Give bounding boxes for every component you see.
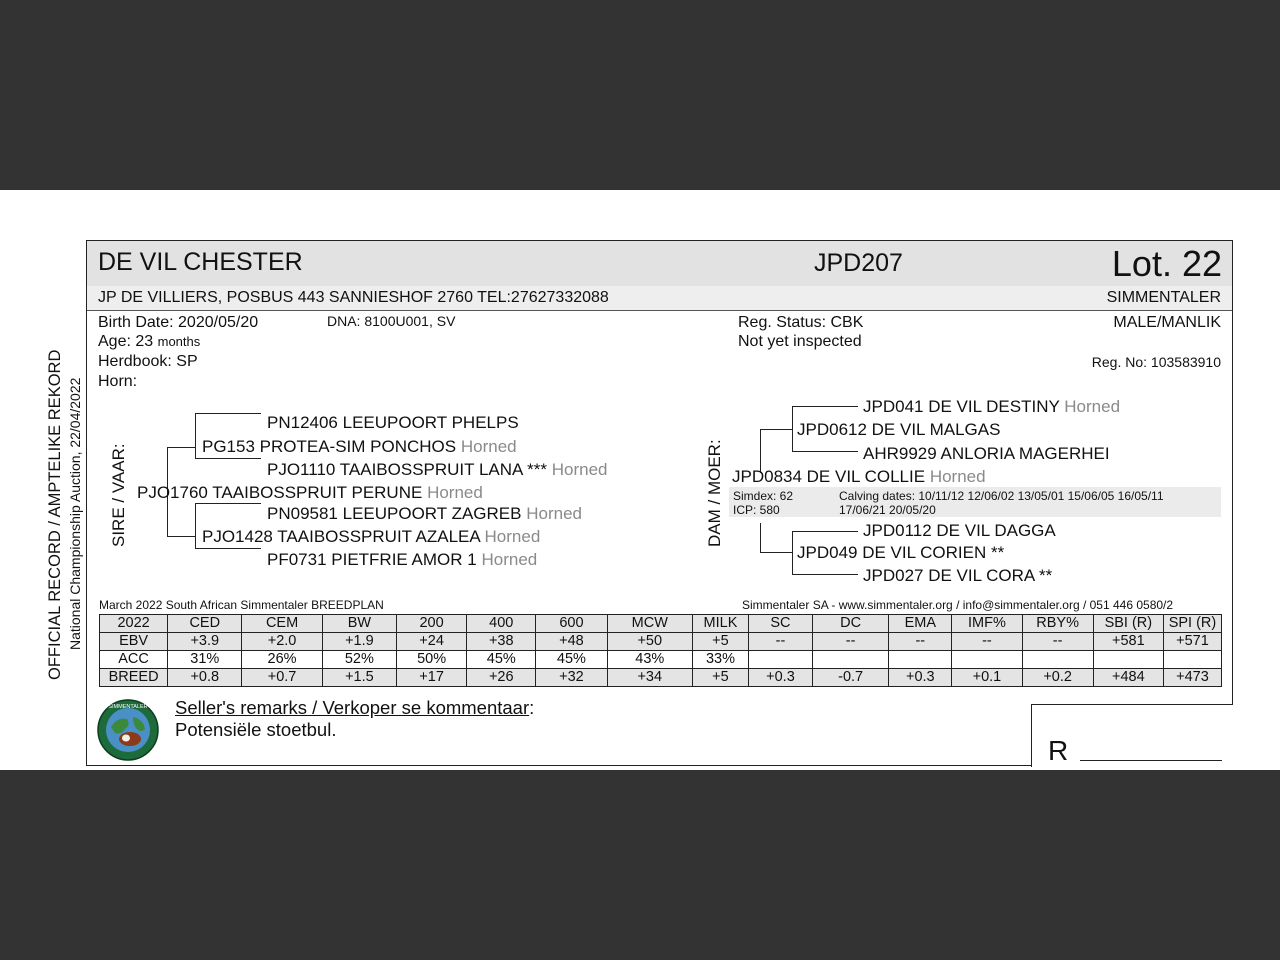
pedigree-name: JPD049 DE VIL CORIEN **	[797, 543, 1005, 562]
ebv-cell: --	[813, 633, 889, 651]
animal-name: DE VIL CHESTER	[98, 248, 303, 276]
pedigree-name: JPD0612 DE VIL MALGAS	[797, 420, 1001, 439]
dam-line	[792, 406, 858, 407]
ebv-cell: 43%	[607, 651, 692, 669]
horned-tag: Horned	[460, 437, 517, 456]
sire-line	[195, 458, 261, 459]
breedplan-contact: Simmentaler SA - www.simmentaler.org / info@simmentaler.org / 051 446 0580/2	[742, 598, 1174, 612]
ebv-cell: +0.8	[168, 669, 242, 687]
ebv-cell: +0.2	[1022, 669, 1093, 687]
ebv-cell	[1022, 651, 1093, 669]
pedigree-name: PJO1110 TAAIBOSSPRUIT LANA ***	[267, 460, 547, 479]
ebv-cell: SPI (R)	[1163, 615, 1221, 633]
ebv-cell: --	[748, 633, 812, 651]
ebv-cell	[1163, 651, 1221, 669]
simmentaler-logo	[97, 699, 159, 761]
price-prefix: R	[1048, 735, 1069, 766]
dam-bracket	[792, 406, 793, 452]
price-line	[1080, 760, 1222, 761]
ebv-cell: SBI (R)	[1093, 615, 1163, 633]
dam-performance-box	[729, 487, 1221, 517]
pedigree-sire-sire-dam	[267, 460, 608, 480]
pedigree-name: JPD027 DE VIL CORA **	[863, 566, 1053, 585]
pedigree-name: JPD041 DE VIL DESTINY	[863, 397, 1060, 416]
remarks-heading	[175, 697, 534, 719]
horned-tag: Horned	[427, 483, 483, 502]
ebv-cell: +34	[607, 669, 692, 687]
pedigree-sire-sire-sire	[267, 413, 519, 433]
sire-line	[167, 447, 195, 448]
dna: DNA: 8100U001, SV	[327, 313, 456, 329]
horned-tag: Horned	[551, 460, 608, 479]
age	[98, 333, 200, 351]
ebv-cell: BREED	[100, 669, 168, 687]
ebv-cell: +473	[1163, 669, 1221, 687]
remarks-text: Potensiële stoetbul.	[175, 719, 337, 740]
ebv-cell: +5	[692, 669, 748, 687]
pedigree-name: AHR9929 ANLORIA MAGERHEI	[863, 444, 1110, 463]
pedigree-sire-dam-dam	[267, 550, 537, 570]
horned-tag: Horned	[484, 527, 541, 546]
ebv-cell: --	[889, 633, 952, 651]
dam-bracket	[792, 531, 793, 575]
ebv-cell: MILK	[692, 615, 748, 633]
ebv-cell: --	[1022, 633, 1093, 651]
icp: ICP: 580	[733, 503, 780, 517]
ebv-cell	[1093, 651, 1163, 669]
official-record-label: OFFICIAL RECORD / AMPTELIKE REKORD	[46, 349, 64, 680]
ebv-cell: +38	[467, 633, 536, 651]
pedigree-dam-sire	[797, 420, 1000, 440]
pedigree-name: PF0731 PIETFRIE AMOR 1	[267, 550, 477, 569]
sire-line	[195, 503, 261, 504]
pedigree-sire-dam	[202, 527, 540, 547]
inspection-status: Not yet inspected	[738, 333, 862, 350]
birth-date: Birth Date: 2020/05/20	[98, 314, 259, 331]
auction-label: National Championship Auction, 22/04/2022	[67, 377, 83, 650]
ebv-cell: +24	[397, 633, 467, 651]
ebv-cell: +1.5	[322, 669, 396, 687]
sire-bracket	[195, 503, 196, 549]
calving-dates-cont: 17/06/21 20/05/20	[839, 503, 936, 517]
pedigree-dam-sire-dam	[863, 444, 1110, 464]
pedigree-sire	[137, 483, 483, 503]
ebv-cell: +17	[397, 669, 467, 687]
dam-line	[792, 574, 858, 575]
dam-line	[760, 552, 792, 553]
ebv-cell: +32	[536, 669, 607, 687]
reg-status: Reg. Status: CBK	[738, 314, 864, 331]
age-value: Age: 23	[98, 333, 154, 350]
ebv-cell: 26%	[242, 651, 322, 669]
pedigree-dam-dam-dam	[863, 566, 1052, 586]
sire-line	[195, 548, 261, 549]
remarks-colon: :	[529, 697, 535, 718]
ebv-cell: --	[952, 633, 1022, 651]
horned-tag: Horned	[1064, 397, 1121, 416]
ebv-cell: 2022	[100, 615, 168, 633]
pedigree-name: PG153 PROTEA-SIM PONCHOS	[202, 437, 457, 456]
ebv-table	[99, 614, 1222, 687]
dam-line	[792, 451, 858, 452]
dam-bracket	[760, 523, 761, 553]
bottom-dark-band	[0, 770, 1280, 960]
horned-tag: Horned	[929, 467, 986, 486]
ebv-cell: 600	[536, 615, 607, 633]
sex: MALE/MANLIK	[1113, 314, 1221, 331]
calving-dates: Calving dates: 10/11/12 12/06/02 13/05/01 15/06/05 16/05/11	[839, 489, 1164, 503]
horn: Horn:	[98, 373, 138, 390]
ebv-cell: +581	[1093, 633, 1163, 651]
age-unit: months	[157, 334, 201, 349]
ebv-cell	[813, 651, 889, 669]
price-box[interactable]	[1031, 704, 1233, 767]
sire-line	[167, 536, 195, 537]
ebv-cell: +0.3	[748, 669, 812, 687]
ebv-cell: DC	[813, 615, 889, 633]
ebv-cell: MCW	[607, 615, 692, 633]
ebv-cell: BW	[322, 615, 396, 633]
sire-bracket	[195, 413, 196, 459]
lot-number: Lot. 22	[1111, 243, 1222, 284]
pedigree-name: PN09581 LEEUPOORT ZAGREB	[267, 504, 522, 523]
sire-line	[195, 413, 261, 414]
ebv-cell: 45%	[467, 651, 536, 669]
horned-tag: Horned	[481, 550, 538, 569]
reg-number: Reg. No: 103583910	[1091, 354, 1221, 370]
ebv-header-row	[100, 615, 1222, 633]
ebv-row-breed	[100, 669, 1222, 687]
ebv-cell: +50	[607, 633, 692, 651]
breeder-info: JP DE VILLIERS, POSBUS 443 SANNIESHOF 2760 TEL:27627332088	[98, 289, 609, 306]
ebv-cell: +5	[692, 633, 748, 651]
ebv-cell	[748, 651, 812, 669]
ebv-cell: +484	[1093, 669, 1163, 687]
ebv-cell: -0.7	[813, 669, 889, 687]
ebv-cell: ACC	[100, 651, 168, 669]
top-dark-band	[0, 0, 1280, 190]
dam-line	[760, 429, 792, 430]
card-header	[87, 241, 1232, 287]
ebv-row-acc	[100, 651, 1222, 669]
pedigree-name: JPD0112 DE VIL DAGGA	[863, 521, 1056, 540]
ebv-cell: 33%	[692, 651, 748, 669]
ebv-cell: EMA	[889, 615, 952, 633]
breeder-bar	[87, 286, 1232, 311]
ebv-cell: +0.1	[952, 669, 1022, 687]
dam-label: DAM / MOER:	[705, 439, 724, 547]
pedigree-sire-sire	[202, 437, 517, 457]
pedigree-sire-dam-sire	[267, 504, 582, 524]
ebv-cell: +48	[536, 633, 607, 651]
ebv-row-ebv	[100, 633, 1222, 651]
sire-label: SIRE / VAAR:	[109, 443, 128, 547]
ebv-cell	[952, 651, 1022, 669]
pedigree-dam-dam-sire	[863, 521, 1056, 541]
ebv-cell: 31%	[168, 651, 242, 669]
ebv-cell: EBV	[100, 633, 168, 651]
simdex: Simdex: 62	[733, 489, 794, 503]
ebv-cell: 52%	[322, 651, 396, 669]
ebv-cell: +571	[1163, 633, 1221, 651]
animal-id: JPD207	[814, 249, 903, 277]
ebv-cell: +0.3	[889, 669, 952, 687]
ebv-cell: +2.0	[242, 633, 322, 651]
ebv-cell: RBY%	[1022, 615, 1093, 633]
herdbook: Herdbook: SP	[98, 353, 198, 370]
logo-graphic	[97, 699, 159, 761]
ebv-cell: SC	[748, 615, 812, 633]
logo-text: SIMMENTALER	[108, 704, 148, 710]
pedigree-dam-sire-sire	[863, 397, 1120, 417]
ebv-cell	[889, 651, 952, 669]
ebv-cell: +3.9	[168, 633, 242, 651]
pedigree-name: JPD0834 DE VIL COLLIE	[732, 467, 926, 486]
breedplan-title: March 2022 South African Simmentaler BREEDPLAN	[99, 598, 384, 612]
ebv-cell: CEM	[242, 615, 322, 633]
dam-line	[792, 531, 858, 532]
ebv-cell: +26	[467, 669, 536, 687]
breed-name: SIMMENTALER	[1106, 289, 1221, 306]
remarks-label: Seller's remarks / Verkoper se kommentaar	[175, 697, 530, 718]
pedigree-name: PN12406 LEEUPOORT PHELPS	[267, 413, 519, 432]
pedigree-name: PJO1428 TAAIBOSSPRUIT AZALEA	[202, 527, 480, 546]
ebv-cell: +1.9	[322, 633, 396, 651]
ebv-cell: IMF%	[952, 615, 1022, 633]
ebv-cell: 45%	[536, 651, 607, 669]
ebv-cell: +0.7	[242, 669, 322, 687]
ebv-cell: 200	[397, 615, 467, 633]
ebv-cell: CED	[168, 615, 242, 633]
pedigree-dam	[732, 467, 986, 487]
ebv-cell: 50%	[397, 651, 467, 669]
pedigree-dam-dam	[797, 543, 1004, 563]
lot-card	[86, 240, 1233, 766]
pedigree-name: PJO1760 TAAIBOSSPRUIT PERUNE	[137, 483, 423, 502]
horned-tag: Horned	[526, 504, 582, 523]
ebv-cell: 400	[467, 615, 536, 633]
